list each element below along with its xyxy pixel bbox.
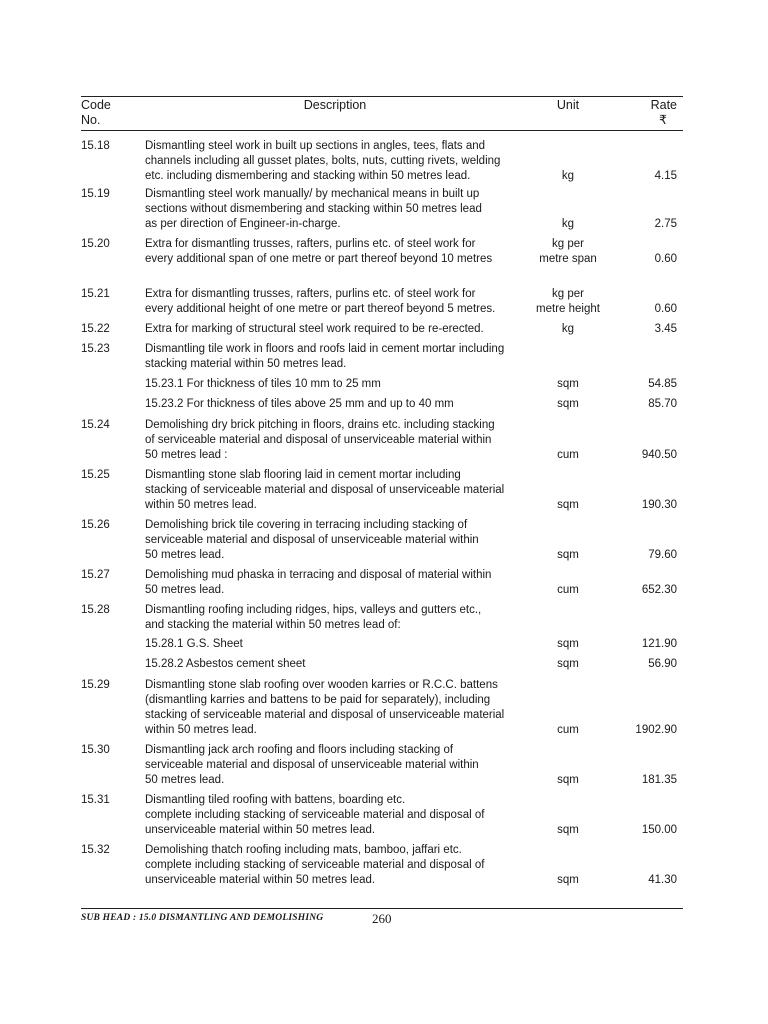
- unit-header: Unit: [556, 98, 580, 112]
- item-unit: metre height: [536, 303, 600, 315]
- description-line: within 50 metres lead.: [145, 724, 257, 736]
- description-line: stacking of serviceable material and disposal of unserviceable material: [145, 709, 505, 721]
- description-line: stacking of serviceable material and disposal of unserviceable material: [145, 484, 505, 496]
- description-line: serviceable material and disposal of unserviceable material within: [145, 759, 479, 771]
- item-unit: kg: [561, 218, 575, 230]
- description-line: Extra for marking of structural steel work required to be re-erected.: [145, 323, 484, 335]
- description-line: unserviceable material within 50 metres lead.: [145, 874, 376, 886]
- item-description: [145, 418, 525, 463]
- item-unit: metre span: [539, 253, 597, 265]
- rate-header-label: Rate: [650, 98, 677, 112]
- description-line: serviceable material and disposal of unserviceable material within: [145, 534, 479, 546]
- item-rate: 150.00: [641, 824, 677, 836]
- item-unit: sqm: [557, 398, 579, 410]
- description-line: (dismantling karries and battens to be paid for separately), including: [145, 694, 491, 706]
- description-line: 50 metres lead.: [145, 549, 225, 561]
- item-code: 15.28: [81, 604, 110, 616]
- description-header: Description: [303, 98, 367, 112]
- item-unit: cum: [557, 449, 579, 461]
- item-unit: sqm: [557, 499, 579, 511]
- page-number: 260: [372, 911, 392, 926]
- description-line: complete including stacking of serviceable material and disposal of: [145, 859, 485, 871]
- item-rate: 79.60: [648, 549, 677, 561]
- item-rate: 940.50: [641, 449, 677, 461]
- description-line: stacking material within 50 metres lead.: [145, 358, 347, 370]
- item-description: [145, 678, 525, 738]
- item-rate: 190.30: [641, 499, 677, 511]
- item-description: [145, 568, 525, 598]
- item-description: [145, 843, 525, 888]
- item-rate: 2.75: [654, 218, 677, 230]
- item-code: 15.30: [81, 744, 110, 756]
- item-unit: sqm: [557, 549, 579, 561]
- item-code: 15.27: [81, 569, 110, 581]
- item-description: [145, 139, 525, 184]
- item-unit: cum: [557, 584, 579, 596]
- item-description: [145, 603, 525, 633]
- item-description: [145, 793, 525, 838]
- item-rate: 3.45: [654, 323, 677, 335]
- item-rate: 121.90: [641, 638, 677, 650]
- item-code: 15.29: [81, 679, 110, 691]
- item-rate: 652.30: [641, 584, 677, 596]
- description-line: Demolishing thatch roofing including mats, bamboo, jaffari etc.: [145, 844, 462, 856]
- header-rule: [81, 130, 683, 131]
- description-line: Extra for dismantling trusses, rafters, purlins etc. of steel work for: [145, 288, 476, 300]
- description-line: Dismantling steel work manually/ by mechanical means in built up: [145, 188, 480, 200]
- rate-header: [621, 98, 677, 128]
- sub-item-description: 15.28.1 G.S. Sheet: [145, 638, 243, 650]
- description-line: complete including stacking of serviceable material and disposal of: [145, 809, 485, 821]
- description-line: Dismantling stone slab flooring laid in cement mortar including: [145, 469, 461, 481]
- item-rate: 4.15: [654, 170, 677, 182]
- item-unit: kg: [561, 170, 575, 182]
- item-unit: sqm: [557, 874, 579, 886]
- code-header-label: Code: [81, 98, 111, 112]
- item-description: [145, 518, 525, 563]
- item-unit: sqm: [557, 824, 579, 836]
- description-line: within 50 metres lead.: [145, 499, 257, 511]
- sub-item-description: 15.28.2 Asbestos cement sheet: [145, 658, 306, 670]
- item-code: 15.32: [81, 844, 110, 856]
- item-unit: kg: [561, 323, 575, 335]
- item-unit: sqm: [557, 378, 579, 390]
- bottom-rule: [81, 908, 683, 909]
- item-description: [145, 468, 525, 513]
- code-header-label-2: No.: [81, 113, 101, 127]
- item-description: [145, 342, 525, 372]
- description-line: and stacking the material within 50 metres lead of:: [145, 619, 401, 631]
- item-description: [145, 287, 525, 317]
- item-description: [145, 187, 525, 232]
- rupee-symbol: ₹: [659, 113, 667, 127]
- item-unit: kg per: [552, 238, 584, 250]
- item-unit: sqm: [557, 658, 579, 670]
- item-rate: 0.60: [654, 303, 677, 315]
- top-rule: [81, 96, 683, 97]
- item-rate: 1902.90: [635, 724, 677, 736]
- item-rate: 56.90: [648, 658, 677, 670]
- description-line: Demolishing mud phaska in terracing and disposal of material within: [145, 569, 492, 581]
- item-unit: kg per: [552, 288, 584, 300]
- item-rate: 181.35: [641, 774, 677, 786]
- item-code: 15.31: [81, 794, 110, 806]
- item-code: 15.19: [81, 188, 110, 200]
- description-line: Extra for dismantling trusses, rafters, purlins etc. of steel work for: [145, 238, 476, 250]
- description-line: Dismantling roofing including ridges, hips, valleys and gutters etc.,: [145, 604, 482, 616]
- item-code: 15.21: [81, 288, 110, 300]
- item-rate: 41.30: [648, 874, 677, 886]
- description-line: channels including all gusset plates, bolts, nuts, cutting rivets, welding: [145, 155, 501, 167]
- item-code: 15.18: [81, 140, 110, 152]
- description-line: Demolishing dry brick pitching in floors, drains etc. including stacking: [145, 419, 495, 431]
- description-line: every additional span of one metre or part thereof beyond 10 metres: [145, 253, 493, 265]
- item-rate: 85.70: [648, 398, 677, 410]
- sub-item-description: 15.23.1 For thickness of tiles 10 mm to 25 mm: [145, 378, 381, 390]
- subhead-footer: SUB HEAD : 15.0 DISMANTLING AND DEMOLISHING: [81, 913, 324, 923]
- description-line: etc. including dismembering and stacking within 50 metres lead.: [145, 170, 471, 182]
- description-line: Dismantling steel work in built up sections in angles, tees, flats and: [145, 140, 486, 152]
- description-line: Dismantling jack arch roofing and floors including stacking of: [145, 744, 454, 756]
- description-line: 50 metres lead.: [145, 774, 225, 786]
- description-line: Dismantling tiled roofing with battens, boarding etc.: [145, 794, 406, 806]
- item-code: 15.25: [81, 469, 110, 481]
- description-line: Dismantling stone slab roofing over wooden karries or R.C.C. battens: [145, 679, 498, 691]
- item-rate: 0.60: [654, 253, 677, 265]
- description-line: every additional height of one metre or part thereof beyond 5 metres.: [145, 303, 496, 315]
- item-unit: cum: [557, 724, 579, 736]
- description-line: 50 metres lead.: [145, 584, 225, 596]
- description-line: Dismantling tile work in floors and roofs laid in cement mortar including: [145, 343, 505, 355]
- item-rate: 54.85: [648, 378, 677, 390]
- item-code: 15.26: [81, 519, 110, 531]
- description-line: sections without dismembering and stacking within 50 metres lead: [145, 203, 482, 215]
- item-unit: sqm: [557, 774, 579, 786]
- description-line: 50 metres lead :: [145, 449, 228, 461]
- description-line: as per direction of Engineer-in-charge.: [145, 218, 341, 230]
- item-description: [145, 322, 525, 337]
- item-code: 15.22: [81, 323, 110, 335]
- code-header: [81, 98, 111, 128]
- item-code: 15.23: [81, 343, 110, 355]
- item-description: [145, 743, 525, 788]
- description-line: unserviceable material within 50 metres lead.: [145, 824, 376, 836]
- description-line: of serviceable material and disposal of unserviceable material within: [145, 434, 492, 446]
- sub-item-description: 15.23.2 For thickness of tiles above 25 mm and up to 40 mm: [145, 398, 454, 410]
- item-unit: sqm: [557, 638, 579, 650]
- item-code: 15.20: [81, 238, 110, 250]
- item-code: 15.24: [81, 419, 110, 431]
- description-line: Demolishing brick tile covering in terracing including stacking of: [145, 519, 468, 531]
- item-description: [145, 237, 525, 267]
